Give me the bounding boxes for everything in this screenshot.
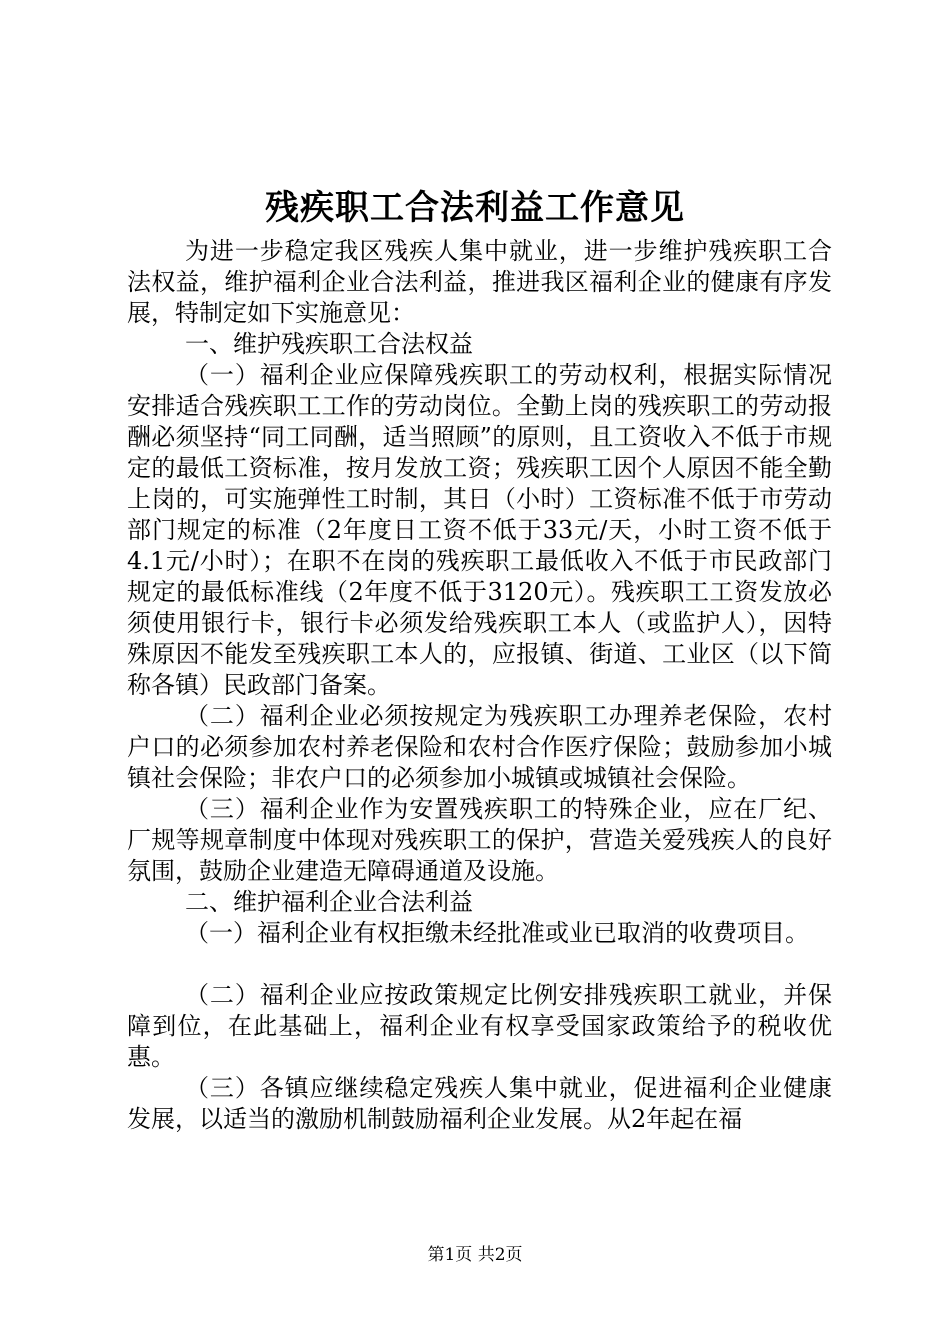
section-2-item-1: （一）福利企业有权拒缴未经批准或业已取消的收费项目。: [185, 919, 809, 947]
section-2-item-2: （二）福利企业应按政策规定比例安排残疾职工就业，并保障到位，在此基础上，福利企业有权享受国家政策给予的税收优惠。: [127, 981, 832, 1071]
section-heading-2: 二、维护福利企业合法利益: [185, 888, 473, 916]
document-title: 残疾职工合法利益工作意见: [265, 188, 685, 228]
intro-paragraph: 为进一步稳定我区残疾人集中就业，进一步维护残疾职工合法权益，维护福利企业合法利益，推进我区福利企业的健康有序发展，特制定如下实施意见：: [127, 237, 832, 327]
page-number-footer: 第1页 共2页: [427, 1245, 523, 1265]
section-1-item-1: （一）福利企业应保障残疾职工的劳动权利，根据实际情况安排适合残疾职工工作的劳动岗位。全勤上岗的残疾职工的劳动报酬必须坚持“同工同酬，适当照顾”的原则，且工资收入不低于市规定的最低工资标准，按月发放工资；残疾职工因个人原因不能全勤上岗的，可实施弹性工时制，其日（小时）工资标准不低于市劳动部门规定的标准（2年度日工资不低于33元/天，小时工资不低于4.1元/小时）；在职不在岗的残疾职工最低收入不低于市民政部门规定的最低标准线（2年度不低于3120元）。残疾职工工资发放必须使用银行卡，银行卡必须发给残疾职工本人（或监护人），因特殊原因不能发至残疾职工本人的，应报镇、街道、工业区（以下简称各镇）民政部门备案。: [127, 361, 832, 699]
section-2-item-3: （三）各镇应继续稳定残疾人集中就业，促进福利企业健康发展，以适当的激励机制鼓励福利企业发展。从2年起在福: [127, 1074, 832, 1133]
document-body: [127, 236, 832, 1135]
section-1-item-2: （二）福利企业必须按规定为残疾职工办理养老保险，农村户口的必须参加农村养老保险和农村合作医疗保险；鼓励参加小城镇社会保险；非农户口的必须参加小城镇或城镇社会保险。: [127, 702, 832, 792]
section-1-item-3: （三）福利企业作为安置残疾职工的特殊企业，应在厂纪、厂规等规章制度中体现对残疾职工的保护，营造关爱残疾人的良好氛围，鼓励企业建造无障碍通道及设施。: [127, 795, 832, 885]
section-heading-1: 一、维护残疾职工合法权益: [185, 330, 473, 358]
